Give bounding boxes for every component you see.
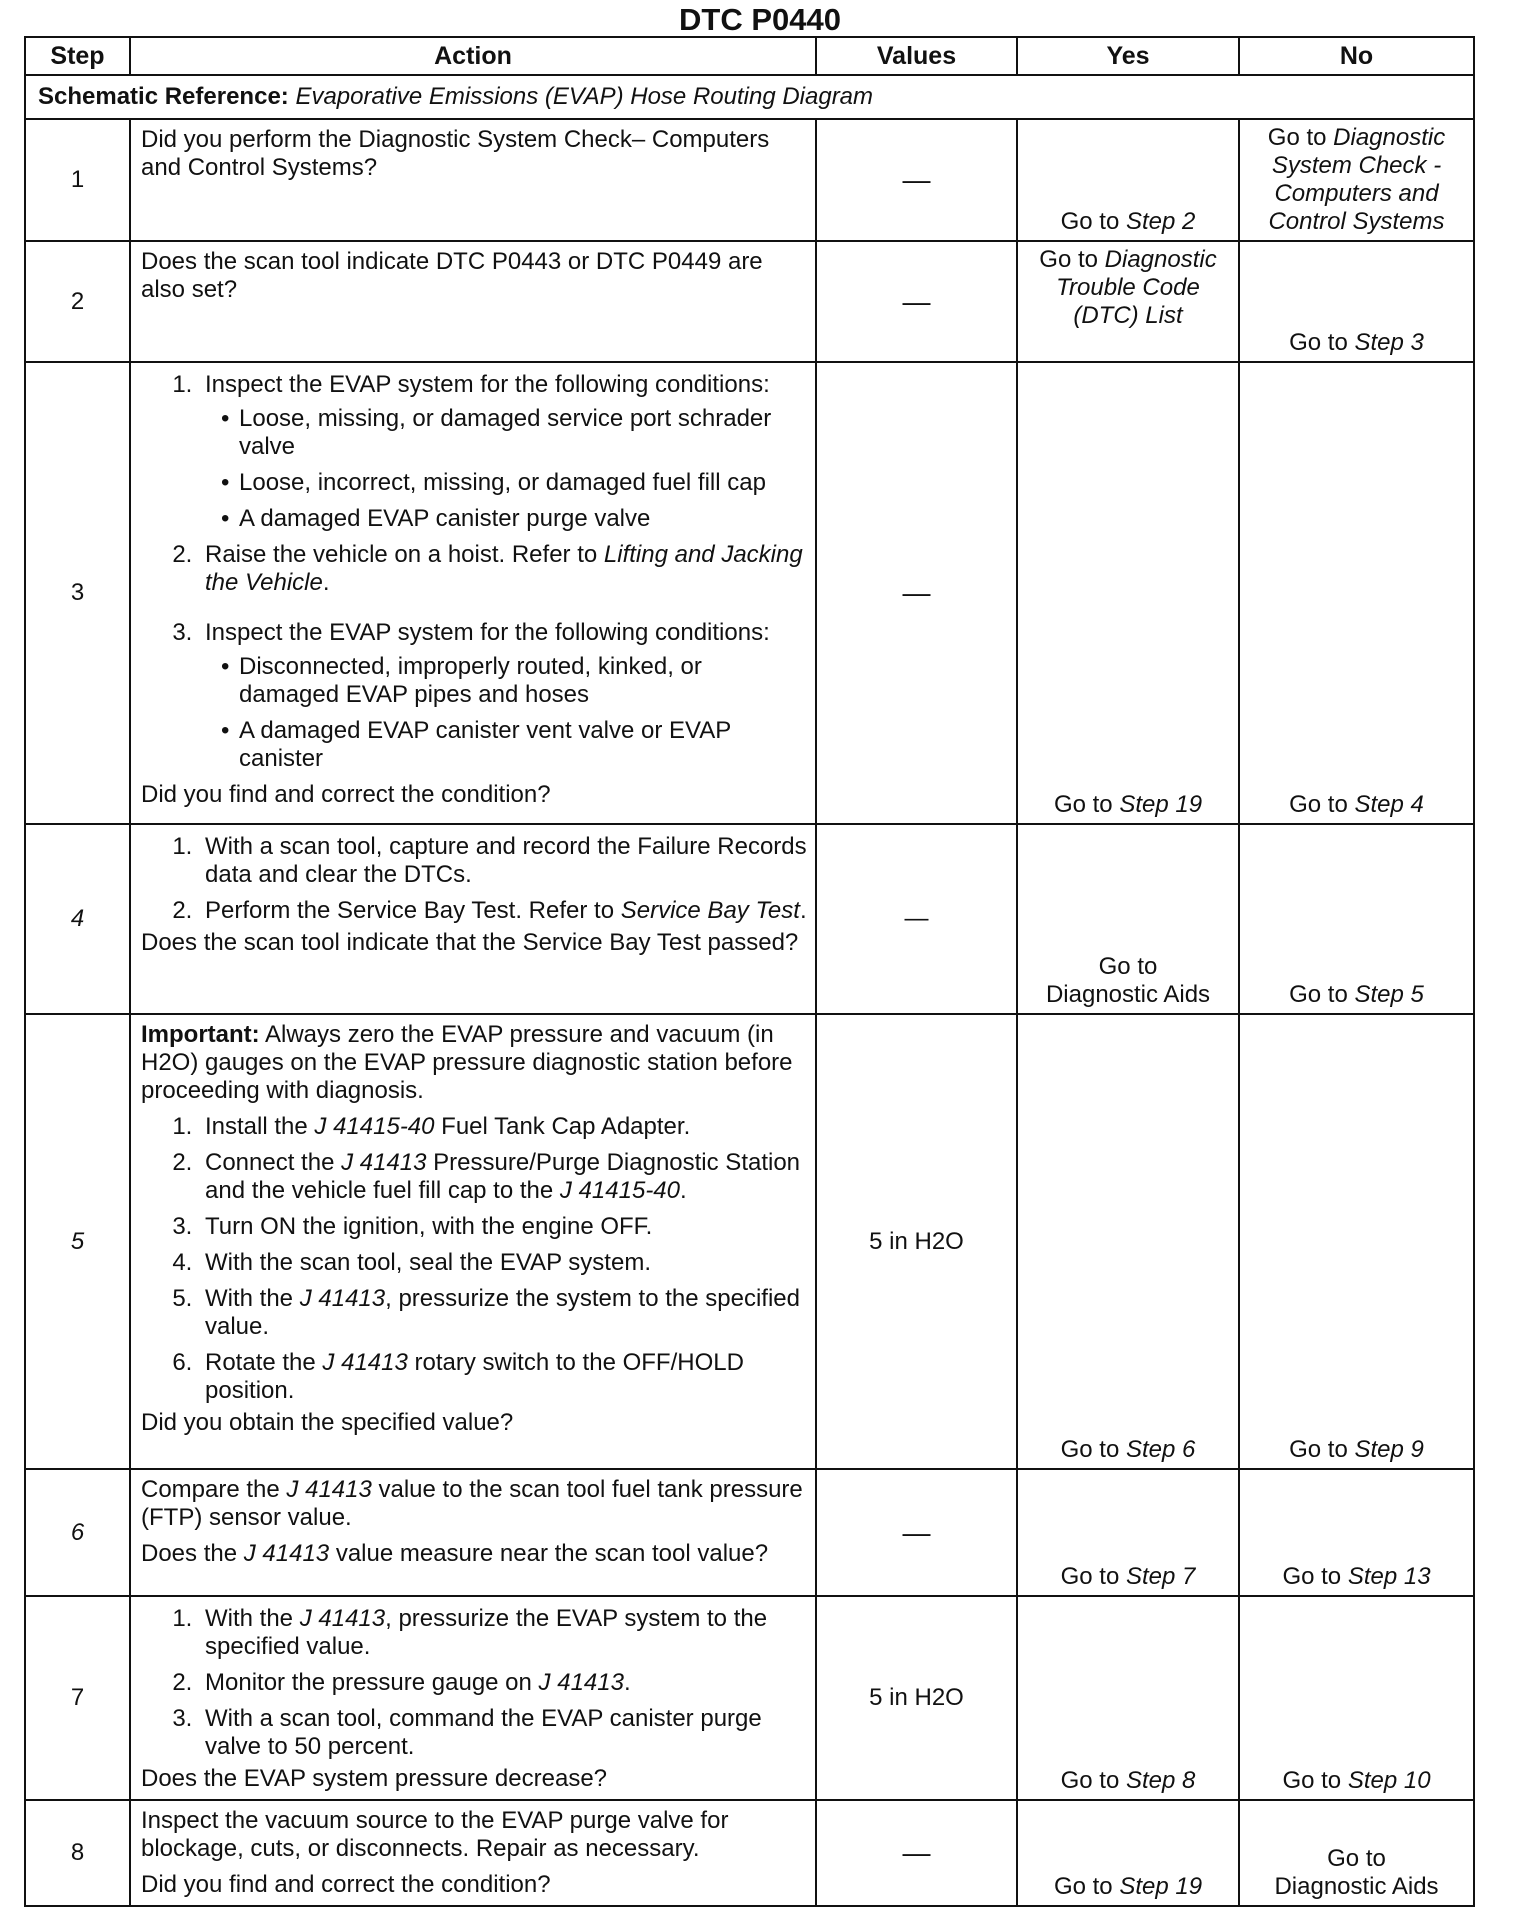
condition-item — [221, 717, 807, 773]
procedure-text: With a scan tool, command the EVAP canister purge valve to 50 percent. — [205, 1705, 762, 1760]
bullet-icon: • — [221, 717, 230, 744]
dtc-list-link[interactable]: Diagnostic Trouble Code (DTC) List — [1056, 246, 1217, 329]
question: Does the EVAP system pressure decrease? — [141, 1765, 608, 1792]
step-number: 2 — [25, 241, 130, 362]
procedure-item — [199, 1605, 807, 1661]
procedure-item — [199, 1705, 807, 1761]
no-cell — [1239, 362, 1474, 824]
go-to-text: Go to — [1060, 208, 1120, 235]
procedure-text: Pressure/Purge Diagnostic Station and the vehicle fuel fill cap to the — [205, 1149, 801, 1204]
procedure-text: Raise the vehicle on a hoist. Refer to — [205, 541, 598, 568]
table-row — [25, 241, 1474, 362]
table-row — [25, 1800, 1474, 1906]
step-link[interactable]: Step 19 — [1119, 1873, 1203, 1900]
go-to-text: Go to — [1289, 1436, 1348, 1463]
go-to-text: Go to — [1327, 1845, 1386, 1872]
go-to-text: Go to — [1053, 1873, 1113, 1900]
question: Does the scan tool indicate DTC P0443 or DTC P0449 are also set? — [141, 248, 763, 303]
diagnostic-system-check-link[interactable]: Diagnostic System Check - Computers and Control Systems — [1268, 124, 1446, 235]
step-link[interactable]: Step 9 — [1354, 1436, 1424, 1463]
table-row — [25, 1014, 1474, 1469]
no-cell — [1239, 119, 1474, 241]
tool-number: J 41413 — [341, 1149, 427, 1176]
procedure-text: Rotate the — [205, 1349, 316, 1376]
tool-number: J 41413 — [538, 1669, 624, 1696]
diagnostic-aids-link[interactable]: Diagnostic Aids — [1045, 981, 1211, 1008]
procedure-text: Fuel Tank Cap Adapter. — [441, 1113, 691, 1140]
procedure-item — [199, 833, 807, 889]
instruction — [141, 1476, 807, 1532]
procedure-item — [199, 1149, 807, 1205]
no-cell — [1239, 1800, 1474, 1906]
procedure-text: Inspect the EVAP system for the following conditions: — [205, 371, 770, 398]
step-number: 8 — [25, 1800, 130, 1906]
tool-number: J 41413 — [243, 1540, 330, 1567]
go-to-text: Go to — [1060, 1563, 1120, 1590]
no-cell — [1239, 1469, 1474, 1596]
condition-text: Disconnected, improperly routed, kinked, or damaged EVAP pipes and hoses — [239, 653, 702, 708]
procedure-list — [141, 1605, 807, 1761]
go-to-text: Go to — [1289, 791, 1348, 818]
instruction-text: value to the scan tool fuel tank pressure (FTP) sensor value. — [141, 1476, 803, 1531]
procedure-item — [199, 1285, 807, 1341]
table-row — [25, 1596, 1474, 1800]
procedure-item — [199, 1349, 807, 1405]
step-number: 1 — [25, 119, 130, 241]
value-cell: — — [816, 362, 1017, 824]
action-cell — [130, 241, 816, 362]
tool-number: J 41413 — [299, 1605, 386, 1632]
procedure-text: Perform the Service Bay Test. Refer to — [205, 897, 615, 924]
question-text: value measure near the scan tool value? — [335, 1540, 769, 1567]
go-to-text: Go to — [1282, 1767, 1342, 1794]
procedure-text: With the — [205, 1605, 294, 1632]
procedure-text: Connect the — [205, 1149, 335, 1176]
schematic-row — [25, 75, 1474, 119]
procedure-text: Monitor the pressure gauge on — [205, 1669, 532, 1696]
procedure-list — [141, 371, 807, 773]
condition-item — [221, 653, 807, 709]
procedure-list — [141, 833, 807, 925]
header-action: Action — [130, 37, 816, 75]
procedure-text: With a scan tool, capture and record the Failure Records data and clear the DTCs. — [205, 833, 807, 888]
condition-text: A damaged EVAP canister purge valve — [239, 505, 651, 532]
schematic-link[interactable]: Evaporative Emissions (EVAP) Hose Routing Diagram — [295, 83, 874, 110]
step-number: 5 — [25, 1014, 130, 1469]
procedure-item — [199, 371, 807, 533]
period: . — [799, 897, 807, 924]
condition-item — [221, 405, 807, 461]
table-row — [25, 362, 1474, 824]
procedure-item — [199, 1669, 807, 1697]
yes-cell — [1017, 119, 1239, 241]
step-number: 6 — [25, 1469, 130, 1596]
value-cell: 5 in H2O — [816, 1014, 1017, 1469]
action-cell — [130, 362, 816, 824]
step-link[interactable]: Step 10 — [1347, 1767, 1431, 1794]
no-cell — [1239, 824, 1474, 1014]
procedure-text: With the — [205, 1285, 294, 1312]
procedure-item — [199, 619, 807, 773]
action-cell — [130, 1596, 816, 1800]
tool-number: J 41415-40 — [314, 1113, 435, 1140]
step-number: 4 — [25, 824, 130, 1014]
bullet-icon: • — [221, 405, 230, 432]
procedure-text: rotary switch to the OFF/HOLD position. — [205, 1349, 744, 1404]
header-row — [25, 37, 1474, 75]
yes-cell — [1017, 1014, 1239, 1469]
value-cell: 5 in H2O — [816, 1596, 1017, 1800]
tool-number: J 41413 — [322, 1349, 408, 1376]
yes-cell — [1017, 241, 1239, 362]
instruction: Inspect the vacuum source to the EVAP purge valve for blockage, cuts, or disconnects. Repair as necessary. — [141, 1807, 729, 1862]
tool-number: J 41413 — [299, 1285, 386, 1312]
value-cell: — — [816, 1800, 1017, 1906]
procedure-item — [199, 1113, 807, 1141]
header-no: No — [1239, 37, 1474, 75]
important-label: Important: — [141, 1021, 260, 1048]
question — [141, 1540, 807, 1568]
no-cell — [1239, 241, 1474, 362]
condition-text: Loose, missing, or damaged service port schrader valve — [239, 405, 772, 460]
question: Did you perform the Diagnostic System Check– Computers and Control Systems? — [141, 126, 770, 181]
bullet-icon: • — [221, 469, 230, 496]
step-link[interactable]: Step 7 — [1125, 1563, 1196, 1590]
header-values: Values — [816, 37, 1017, 75]
condition-item — [221, 505, 807, 533]
question: Did you find and correct the condition? — [141, 781, 551, 808]
table-row — [25, 1469, 1474, 1596]
page-title: DTC P0440 — [679, 2, 841, 37]
question: Did you find and correct the condition? — [141, 1871, 551, 1898]
procedure-text: Turn ON the ignition, with the engine OFF. — [205, 1213, 653, 1240]
procedure-text: Install the — [205, 1113, 308, 1140]
go-to-text: Go to — [1289, 981, 1348, 1008]
header-step: Step — [25, 37, 130, 75]
step-link[interactable]: Step 8 — [1125, 1767, 1196, 1794]
procedure-item — [199, 1249, 807, 1277]
yes-cell — [1017, 1596, 1239, 1800]
value-cell: — — [816, 241, 1017, 362]
step-number: 3 — [25, 362, 130, 824]
diagnostic-aids-link[interactable]: Diagnostic Aids — [1274, 1873, 1439, 1900]
step-link[interactable]: Step 2 — [1125, 208, 1196, 235]
action-cell — [130, 1800, 816, 1906]
table-row — [25, 824, 1474, 1014]
no-cell — [1239, 1014, 1474, 1469]
step-link[interactable]: Step 19 — [1119, 791, 1203, 818]
step-number: 7 — [25, 1596, 130, 1800]
yes-cell — [1017, 1469, 1239, 1596]
question: Did you obtain the specified value? — [141, 1409, 514, 1436]
yes-cell — [1017, 1800, 1239, 1906]
action-cell — [130, 119, 816, 241]
question-text: Does the — [141, 1540, 238, 1567]
go-to-text: Go to — [1060, 1767, 1120, 1794]
step-link[interactable]: Step 6 — [1125, 1436, 1196, 1463]
bullet-icon: • — [221, 653, 230, 680]
procedure-text: , pressurize the system to the specified value. — [205, 1285, 800, 1340]
go-to-text: Go to — [1098, 953, 1158, 980]
go-to-text: Go to — [1053, 791, 1113, 818]
diagnostic-table — [24, 36, 1475, 1907]
go-to-text: Go to — [1282, 1563, 1342, 1590]
question: Does the scan tool indicate that the Service Bay Test passed? — [141, 929, 799, 956]
procedure-text: , pressurize the EVAP system to the specified value. — [205, 1605, 768, 1660]
procedure-text: Inspect the EVAP system for the following conditions: — [205, 619, 770, 646]
condition-item — [221, 469, 807, 497]
go-to-text: Go to — [1039, 246, 1098, 273]
table-row — [25, 119, 1474, 241]
important-note — [141, 1021, 807, 1105]
instruction-text: Compare the — [141, 1476, 280, 1503]
important-text: Always zero the EVAP pressure and vacuum (in H2O) gauges on the EVAP pressure diagnostic station before proceeding with diagnosis. — [141, 1021, 793, 1104]
value-cell: — — [816, 119, 1017, 241]
service-bay-test-link[interactable]: Service Bay Test — [620, 897, 800, 924]
go-to-text: Go to — [1267, 124, 1327, 151]
schematic-label: Schematic Reference: — [38, 83, 289, 110]
yes-cell — [1017, 824, 1239, 1014]
schematic-reference — [25, 75, 1474, 119]
action-cell — [130, 824, 816, 1014]
bullet-icon: • — [221, 505, 230, 532]
step-link[interactable]: Step 5 — [1354, 981, 1424, 1008]
action-cell — [130, 1014, 816, 1469]
step-link[interactable]: Step 4 — [1354, 791, 1424, 818]
go-to-text: Go to — [1289, 329, 1348, 356]
no-cell — [1239, 1596, 1474, 1800]
header-yes: Yes — [1017, 37, 1239, 75]
tool-number: J 41413 — [286, 1476, 372, 1503]
period: . — [322, 569, 330, 596]
procedure-text: With the scan tool, seal the EVAP system. — [205, 1249, 651, 1276]
value-cell: — — [816, 824, 1017, 1014]
procedure-item — [199, 897, 807, 925]
condition-list — [205, 653, 807, 773]
procedure-item — [199, 1213, 807, 1241]
tool-number: J 41415-40 — [559, 1177, 680, 1204]
step-link[interactable]: Step 3 — [1354, 329, 1424, 356]
condition-list — [205, 405, 807, 533]
condition-text: Loose, incorrect, missing, or damaged fuel fill cap — [239, 469, 766, 496]
period: . — [623, 1669, 631, 1696]
period: . — [680, 1177, 687, 1204]
step-link[interactable]: Step 13 — [1347, 1563, 1431, 1590]
go-to-text: Go to — [1060, 1436, 1120, 1463]
action-cell — [130, 1469, 816, 1596]
condition-text: A damaged EVAP canister vent valve or EVAP canister — [239, 717, 731, 772]
yes-cell — [1017, 362, 1239, 824]
procedure-item — [199, 541, 807, 597]
value-cell: — — [816, 1469, 1017, 1596]
lifting-jacking-link[interactable]: Lifting and Jacking the Vehicle — [205, 541, 803, 596]
procedure-list — [141, 1113, 807, 1405]
